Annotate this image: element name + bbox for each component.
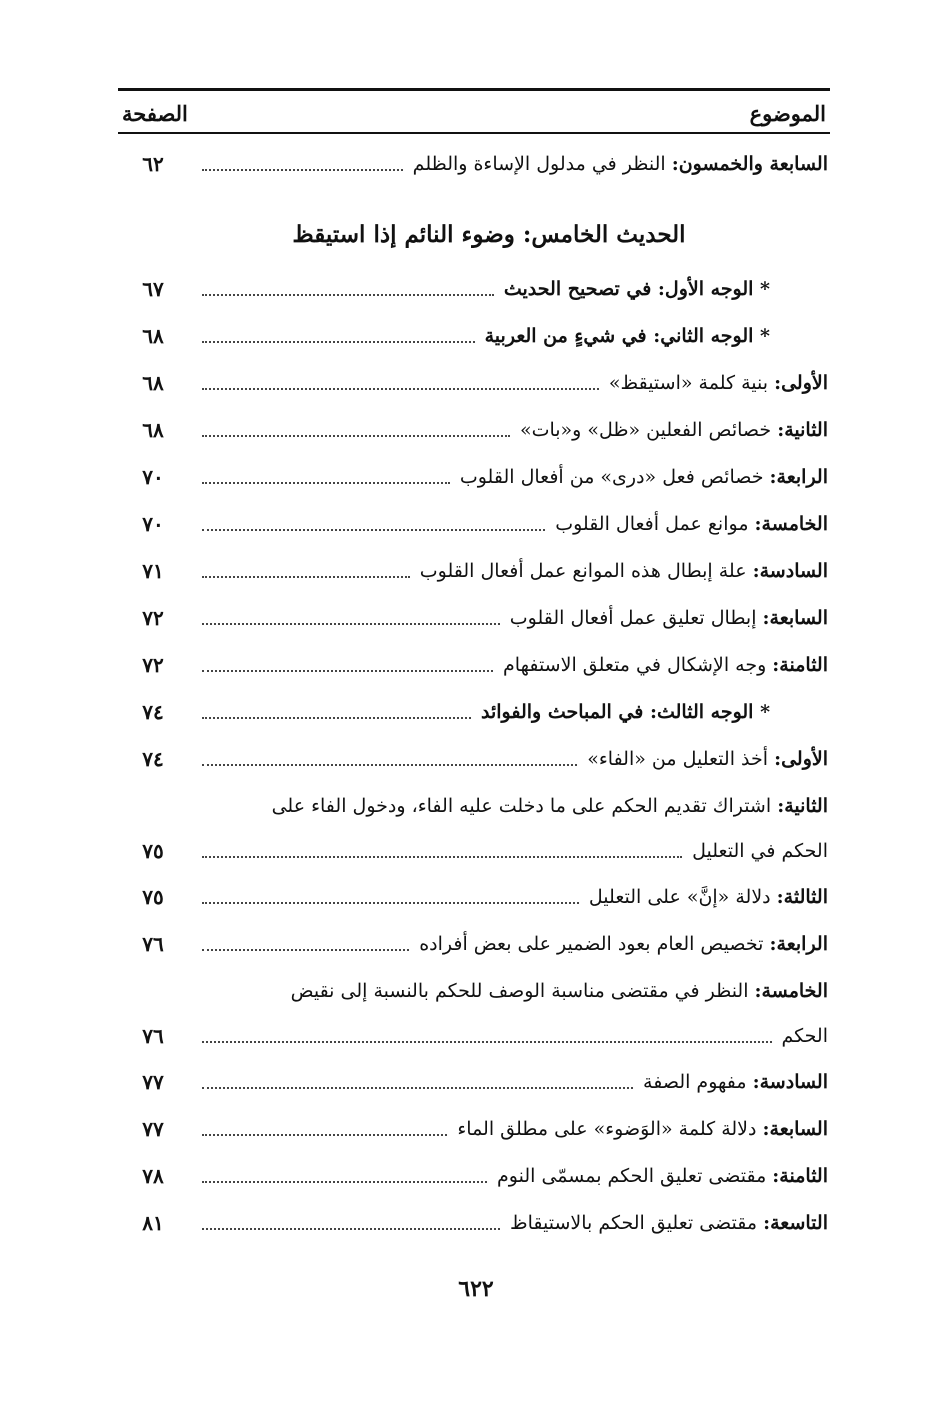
page-number: ٦٢٢ [458, 1276, 494, 1302]
dot-leader [202, 764, 577, 766]
toc-entry[interactable] [118, 873, 830, 920]
entry-page-number: ٧٢ [142, 605, 164, 630]
section-heading: الحديث الخامس: وضوء النائم إذا استيقظ [292, 220, 686, 248]
entry-page-number: ٧٦ [142, 1024, 164, 1048]
entry-label: الخامسة: [754, 979, 828, 1002]
entry-label: السابعة: [762, 606, 828, 629]
entry-label: الثامنة: [772, 653, 828, 676]
entry-page-number: ٧٠ [142, 511, 164, 536]
entry-text [555, 513, 830, 535]
dot-leader [202, 1181, 487, 1183]
entry-title-continued: الحكم [781, 1025, 828, 1047]
entry-title: في المباحث والفوائد [481, 700, 644, 723]
entry-page-number: ٧٥ [142, 884, 164, 909]
entry-label: الرابعة: [769, 932, 828, 955]
toc-entries [118, 140, 830, 1246]
dot-leader [202, 294, 494, 296]
entry-label: الثانية: [777, 794, 828, 817]
dot-leader [202, 482, 450, 484]
dot-leader [202, 902, 579, 904]
toc-entry[interactable] [118, 453, 830, 500]
entry-label: السادسة: [752, 1070, 828, 1093]
entry-text [510, 1212, 830, 1234]
entry-text [460, 466, 830, 488]
toc-entry[interactable] [118, 500, 830, 547]
entry-text [589, 886, 830, 908]
toc-entry[interactable] [118, 641, 830, 688]
entry-label: الأولى: [774, 371, 828, 394]
entry-page-number: ٧٥ [142, 839, 164, 863]
entry-title: موانع عمل أفعال القلوب [555, 512, 749, 535]
entry-title: خصائص الفعلين «ظل» و«بات» [519, 418, 772, 441]
dot-leader [202, 1041, 772, 1043]
entry-text [643, 1071, 830, 1093]
dot-leader [202, 623, 500, 625]
toc-entry[interactable] [118, 312, 830, 359]
toc-entry[interactable] [118, 1058, 830, 1105]
toc-entry[interactable] [118, 1199, 830, 1246]
entry-title: خصائص فعل «درى» من أفعال القلوب [459, 465, 764, 488]
entry-label: التاسعة: [763, 1211, 828, 1234]
dot-leader [202, 435, 510, 437]
header-rule [118, 132, 830, 134]
dot-leader [202, 1228, 500, 1230]
entry-page-number: ٧٦ [142, 931, 164, 956]
entry-label: السابعة والخمسون: [671, 152, 828, 175]
entry-text [272, 795, 830, 817]
toc-entry[interactable] [118, 406, 830, 453]
entry-label: الأولى: [774, 747, 828, 770]
entry-text [609, 372, 830, 394]
entry-page-number: ٧١ [142, 558, 164, 583]
entry-title: في شيءٍ من العربية [484, 324, 647, 347]
entry-page-number: ٧٧ [142, 1116, 164, 1141]
entry-title: اشتراك تقديم الحكم على ما دخلت عليه الفاء، ودخول الفاء على [271, 794, 772, 817]
entry-title: مقتضى تعليق الحكم بالاستيقاظ [510, 1211, 758, 1234]
entry-page-number: ٧٤ [142, 746, 164, 771]
entry-page-number: ٦٨ [142, 323, 164, 348]
entry-title: دلالة كلمة «الوَضوء» على مطلق الماء [457, 1117, 757, 1140]
entry-text [420, 560, 830, 582]
entry-title: وجه الإشكال في متعلق الاستفهام [503, 653, 767, 676]
entry-page-number: ٧٧ [142, 1069, 164, 1094]
toc-entry[interactable] [118, 1105, 830, 1152]
toc-entry[interactable] [118, 359, 830, 406]
entry-page-number: ٧٠ [142, 464, 164, 489]
entry-text [503, 654, 830, 676]
topic-column-header: الموضوع [749, 100, 826, 126]
entry-title: بنية كلمة «استيقظ» [608, 371, 769, 394]
page-column-header: الصفحة [122, 100, 188, 126]
entry-title: دلالة «إنَّ» على التعليل [588, 885, 771, 908]
dot-leader [202, 341, 475, 343]
toc-entry[interactable] [118, 829, 830, 873]
toc-entry[interactable] [118, 265, 830, 312]
entry-label: الثامنة: [772, 1164, 828, 1187]
entry-text [481, 701, 830, 723]
toc-entry[interactable] [118, 735, 830, 782]
entry-text [419, 933, 830, 955]
entry-label: الثالثة: [776, 885, 828, 908]
entry-text [291, 980, 830, 1002]
entry-page-number: ٨١ [142, 1210, 164, 1235]
entry-label: الرابعة: [769, 465, 828, 488]
toc-entry[interactable] [118, 547, 830, 594]
toc-entry[interactable] [118, 967, 830, 1014]
entry-title: علة إبطال هذه الموانع عمل أفعال القلوب [419, 559, 747, 582]
entry-title: في تصحيح الحديث [503, 277, 652, 300]
entry-label: * الوجه الأول: [657, 277, 770, 300]
entry-page-number: ٦٨ [142, 417, 164, 442]
entry-title-continued: الحكم في التعليل [692, 840, 828, 862]
entry-title: النظر في مقتضى مناسبة الوصف للحكم بالنسبة إلى نقيض [290, 979, 749, 1002]
entry-page-number: ٦٧ [142, 276, 164, 301]
dot-leader [202, 856, 682, 858]
entry-title: أخذ التعليل من «الفاء» [587, 747, 769, 770]
entry-text [413, 153, 830, 175]
entry-title: مفهوم الصفة [643, 1070, 747, 1093]
dot-leader [202, 529, 545, 531]
top-rule [118, 88, 830, 91]
entry-page-number: ٧٢ [142, 652, 164, 677]
dot-leader [202, 169, 403, 171]
dot-leader [202, 388, 599, 390]
toc-entry[interactable] [118, 688, 830, 735]
entry-title: مقتضى تعليق الحكم بمسمّى النوم [497, 1164, 767, 1187]
entry-title: إبطال تعليق عمل أفعال القلوب [509, 606, 757, 629]
toc-entry[interactable] [118, 782, 830, 829]
entry-label: السابعة: [762, 1117, 828, 1140]
entry-text [457, 1118, 830, 1140]
toc-entry[interactable] [118, 920, 830, 967]
dot-leader [202, 576, 410, 578]
entry-label: الثانية: [777, 418, 828, 441]
toc-entry[interactable] [118, 594, 830, 641]
entry-text [504, 278, 830, 300]
entry-text [520, 419, 830, 441]
toc-entry[interactable] [118, 1014, 830, 1058]
entry-text [497, 1165, 830, 1187]
dot-leader [202, 1134, 447, 1136]
toc-header [118, 96, 830, 130]
entry-page-number: ٦٨ [142, 370, 164, 395]
dot-leader [202, 949, 409, 951]
entry-label: السادسة: [752, 559, 828, 582]
entry-label: * الوجه الثالث: [649, 700, 770, 723]
dot-leader [202, 670, 493, 672]
entry-label: الخامسة: [754, 512, 828, 535]
entry-text [485, 325, 830, 347]
toc-entry[interactable] [118, 1152, 830, 1199]
dot-leader [202, 717, 471, 719]
dot-leader [202, 1087, 633, 1089]
entry-page-number: ٦٢ [142, 151, 164, 176]
entry-text [587, 748, 830, 770]
entry-label: * الوجه الثاني: [653, 324, 770, 347]
entry-page-number: ٧٨ [142, 1163, 164, 1188]
entry-text [510, 607, 830, 629]
entry-page-number: ٧٤ [142, 699, 164, 724]
entry-title: تخصيص العام بعود الضمير على بعض أفراده [419, 932, 764, 955]
entry-title: النظر في مدلول الإساءة والظلم [412, 152, 666, 175]
toc-entry[interactable] [118, 140, 830, 187]
